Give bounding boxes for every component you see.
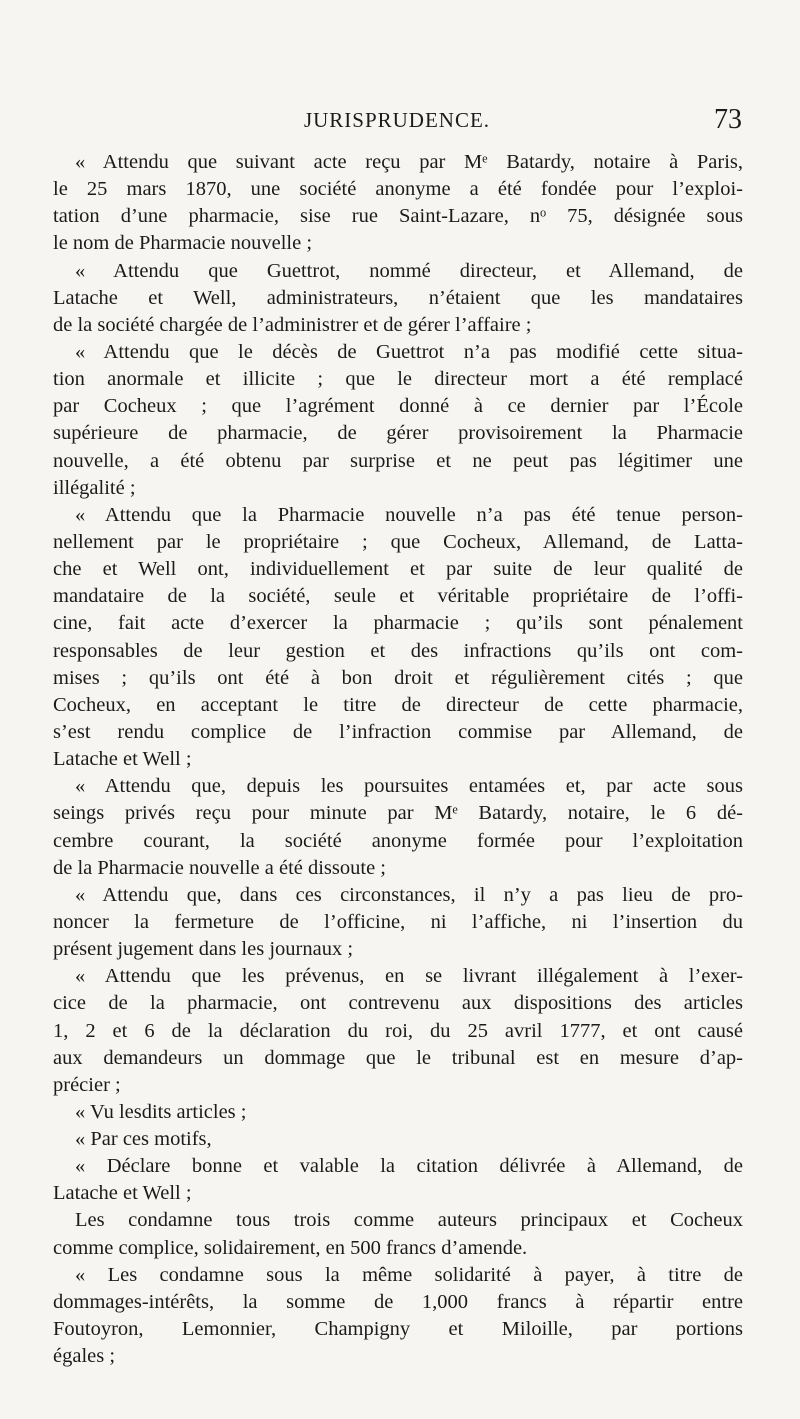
text-line: « Attendu que le décès de Guettrot n’a pas modifié cette situa-	[75, 340, 743, 363]
text-line: mandataire de la société, seule et véritable propriétaire de l’offi-	[53, 585, 743, 608]
text-line: tion anormale et illicite ; que le directeur mort a été remplacé	[53, 368, 743, 391]
text-line: par Cocheux ; que l’agrément donné à ce dernier par l’École	[53, 395, 743, 418]
text-line: cice de la pharmacie, ont contrevenu aux dispositions des articles	[53, 992, 743, 1015]
text-line: « Attendu que, depuis les poursuites entamées et, par acte sous	[75, 775, 743, 798]
text-line: mises ; qu’ils ont été à bon droit et régulièrement cités ; que	[53, 666, 743, 689]
text-line: s’est rendu complice de l’infraction commise par Allemand, de	[53, 720, 743, 743]
text-line: « Déclare bonne et valable la citation délivrée à Allemand, de	[75, 1155, 743, 1178]
text-line: « Attendu que les prévenus, en se livrant illégalement à l’exer-	[75, 965, 743, 988]
text-line: « Attendu que, dans ces circonstances, il n’y a pas lieu de pro-	[75, 883, 743, 906]
text-line: « Attendu que Guettrot, nommé directeur, et Allemand, de	[75, 259, 743, 282]
text-line: Les condamne tous trois comme auteurs principaux et Cocheux	[75, 1209, 743, 1232]
text-line: de la Pharmacie nouvelle a été dissoute ;	[53, 856, 387, 879]
body-text	[53, 149, 743, 1370]
text-line: illégalité ;	[53, 476, 136, 499]
text-line: de la société chargée de l’administrer et de gérer l’affaire ;	[53, 313, 532, 336]
text-line: Foutoyron, Lemonnier, Champigny et Miloille, par portions	[53, 1318, 743, 1341]
running-head: JURISPRUDENCE.	[303, 108, 491, 132]
text-line: tation d’une pharmacie, sise rue Saint-Lazare, nᵒ 75, désignée sous	[53, 205, 743, 228]
text-line: responsables de leur gestion et des infractions qu’ils ont com-	[53, 639, 743, 662]
text-line: che et Well ont, individuellement et par suite de leur qualité de	[53, 558, 743, 581]
page-header	[52, 104, 742, 140]
text-line: le 25 mars 1870, une société anonyme a été fondée pour l’exploi-	[53, 178, 743, 201]
text-line: « Les condamne sous la même solidarité à payer, à titre de	[75, 1263, 743, 1286]
text-line: Latache et Well, administrateurs, n’étaient que les mandataires	[53, 286, 743, 309]
text-line: Latache et Well ;	[53, 1182, 192, 1205]
text-line: Cocheux, en acceptant le titre de directeur de cette pharmacie,	[53, 693, 743, 716]
text-line: cine, fait acte d’exercer la pharmacie ; qu’ils sont pénalement	[53, 612, 743, 635]
text-line: « Attendu que la Pharmacie nouvelle n’a pas été tenue person-	[75, 503, 743, 526]
text-line: « Par ces motifs,	[75, 1128, 212, 1151]
text-line: seings privés reçu pour minute par Mᵉ Batardy, notaire, le 6 dé-	[53, 802, 743, 825]
text-line: dommages-intérêts, la somme de 1,000 francs à répartir entre	[53, 1290, 743, 1313]
text-line: supérieure de pharmacie, de gérer provisoirement la Pharmacie	[53, 422, 743, 445]
text-line: « Attendu que suivant acte reçu par Mᵉ Batardy, notaire à Paris,	[75, 151, 743, 173]
text-line: aux demandeurs un dommage que le tribunal est en mesure d’ap-	[53, 1046, 743, 1069]
text-line: nouvelle, a été obtenu par surprise et ne peut pas légitimer une	[53, 449, 743, 472]
text-line: égales ;	[53, 1345, 116, 1368]
text-line: comme complice, solidairement, en 500 francs d’amende.	[53, 1236, 528, 1259]
text-line: précier ;	[53, 1073, 121, 1096]
text-line: le nom de Pharmacie nouvelle ;	[53, 232, 313, 255]
page-number: 73	[714, 104, 742, 135]
text-line: nellement par le propriétaire ; que Cocheux, Allemand, de Latta-	[53, 530, 743, 553]
text-line: cembre courant, la société anonyme formée pour l’exploitation	[53, 829, 743, 852]
text-line: noncer la fermeture de l’officine, ni l’affiche, ni l’insertion du	[53, 910, 743, 933]
text-line: 1, 2 et 6 de la déclaration du roi, du 25 avril 1777, et ont causé	[53, 1019, 743, 1042]
text-line: présent jugement dans les journaux ;	[53, 938, 354, 961]
text-line: Latache et Well ;	[53, 748, 192, 771]
text-line: « Vu lesdits articles ;	[75, 1100, 247, 1123]
